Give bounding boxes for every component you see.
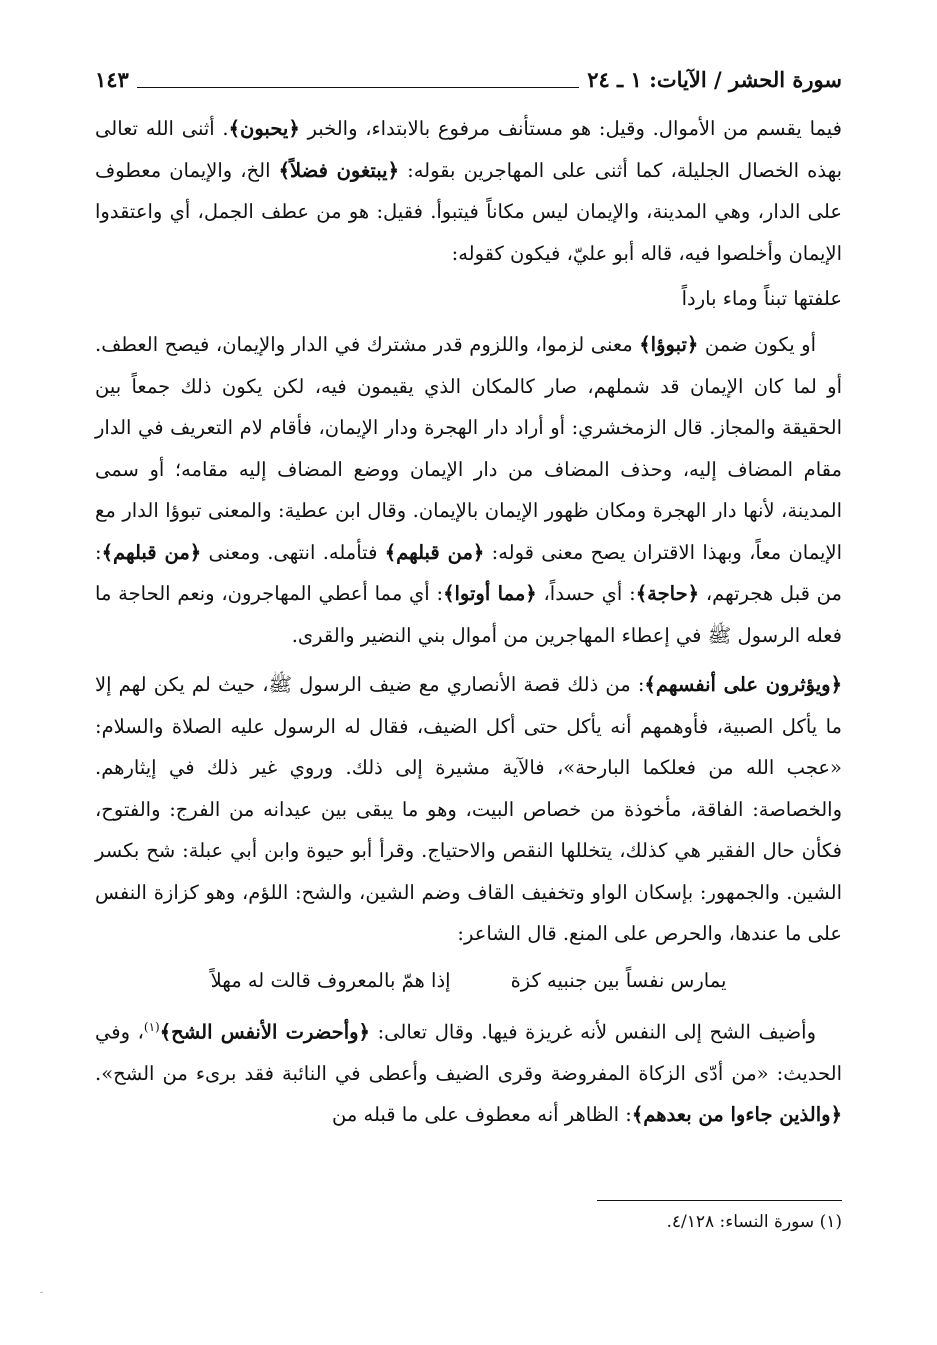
text-run: معنى لزموا، واللزوم قدر مشترك في الدار والإيمان، فيصح العطف. أو لما كان الإيمان قد شملهم، صار كالمكان الذي يقيمون فيه، لكن يكون ذلك جمعاً بين الحقيقة والمجاز. قال الزمخشري: أو أراد دار الهجرة ودار الإيمان، فأقام لام التعريف في الدار مقام المضاف إليه، وحذف المضاف من دار الإيمان ووضع المضاف إليه مقامه؛ أو سمى المدينة، لأنها دار الهجرة ومكان ظهور الإيمان بالإيمان. وقال ابن عطية: والمعنى تبوؤا الدار مع الإيمان معاً، وبهذا الاقتران يصح معنى قوله: <box>95 333 842 564</box>
quran-quote: ﴿يحبون﴾ <box>228 117 300 140</box>
poetry-verse: علفتها تبناً وماء بارداً <box>681 287 842 310</box>
footnote-marker: (١) <box>143 1019 160 1034</box>
couplet-second-hemistich: إذا همّ بالمعروف قالت له مهلاً <box>210 968 451 992</box>
text-run: : من ذلك قصة الأنصاري مع ضيف الرسول ﷺ، حيث لم يكن لهم إلا ما يأكل الصبية، فأوهمهم أنه يأكل حتى أكل الضيف، فقال له الرسول عليه الصلاة والسلام: «عجب الله من فعلكما البارحة»، فالآية مشيرة إلى ذلك. وروي غير ذلك في إيثارهم. والخصاصة: الفاقة، مأخوذة من خصاص البيت، وهو ما يبقى بين عيدانه من الفرج: والفتوح، فكأن حال الفقير هي كذلك، يتخللها النقص والاحتياج. وقرأ أبو حيوة وابن أبي عبلة: شح بكسر الشين. والجمهور: بإسكان الواو وتخفيف القاف وضم الشين، والشح: اللؤم، وهو كزازة النفس على ما عندها، والحرص على المنع. قال الشاعر: <box>95 673 842 945</box>
quran-quote: ﴿تبوؤا﴾ <box>639 333 699 356</box>
text-run: : الظاهر أنه معطوف على ما قبله من <box>332 1103 632 1126</box>
text-run: وأضيف الشح إلى النفس لأنه غريزة فيها. وقال تعالى: <box>369 1020 816 1043</box>
couplet-first-hemistich: يمارس نفساً بين جنبيه كزة <box>510 968 727 992</box>
text-run: فيما يقسم من الأموال. وقيل: هو مستأنف مرفوع بالابتداء، والخبر <box>299 117 842 140</box>
quran-quote: ﴿وأحضرت الأنفس الشح﴾ <box>159 1020 370 1043</box>
text-run: . أثنى الله تعالى بهذه الخصال الجليلة، كما أثنى على المهاجرين بقوله: <box>95 117 842 182</box>
text-run: ، وفي الحديث: «من أدّى الزكاة المفروضة وقرى الضيف وأعطى في النائبة فقد برىء من الشح». <box>95 1020 842 1085</box>
body-text <box>95 108 842 1136</box>
quran-quote: ﴿يبتغون فضلاً﴾ <box>278 158 400 182</box>
running-header <box>95 62 842 94</box>
quran-quote: ﴿من قبلهم﴾ <box>101 540 202 564</box>
quran-quote: ﴿والذين جاءوا من بعدهم﴾ <box>631 1103 842 1126</box>
quran-quote: ﴿حاجة﴾ <box>635 582 700 605</box>
text-run: الخ، والإيمان معطوف على الدار، وهي المدينة، والإيمان ليس مكاناً فيتبوأ. فقيل: هو من عطف الجمل، أي واعتقدوا الإيمان وأخلصوا فيه، قاله أبو عليّ، فيكون كقوله: <box>95 158 842 265</box>
scan-speck <box>40 1292 43 1293</box>
text-run: : أي حسداً، <box>536 582 636 605</box>
poetry-couplet <box>95 955 842 1007</box>
text-run: : من قبل هجرتهم، <box>95 540 842 605</box>
text-run: أو يكون ضمن <box>698 333 817 356</box>
paragraph-2 <box>95 324 842 656</box>
paragraph-3 <box>95 664 842 955</box>
header-rule <box>137 87 579 88</box>
paragraph-1 <box>95 108 842 274</box>
quran-quote: ﴿من قبلهم﴾ <box>384 540 485 564</box>
text-run: فتأمله. انتهى. ومعنى <box>201 540 385 564</box>
surah-title: سورة الحشر / الآيات: ١ ـ ٢٤ <box>587 67 842 92</box>
quran-quote: ﴿مما أوتوا﴾ <box>443 582 537 605</box>
quran-quote: ﴿ويؤثرون على أنفسهم﴾ <box>644 673 842 696</box>
footnote-rule <box>597 1200 842 1201</box>
text-run: : أي مما أعطي المهاجرون، ونعم الحاجة ما فعله الرسول ﷺ في إعطاء المهاجرين من أموال بني النضير والقرى. <box>95 582 842 647</box>
book-page <box>95 62 842 1136</box>
page-number: ١٤٣ <box>95 67 129 92</box>
paragraph-4 <box>95 1007 842 1136</box>
footnote: (١) سورة النساء: ٤/١٢٨. <box>666 1212 842 1232</box>
